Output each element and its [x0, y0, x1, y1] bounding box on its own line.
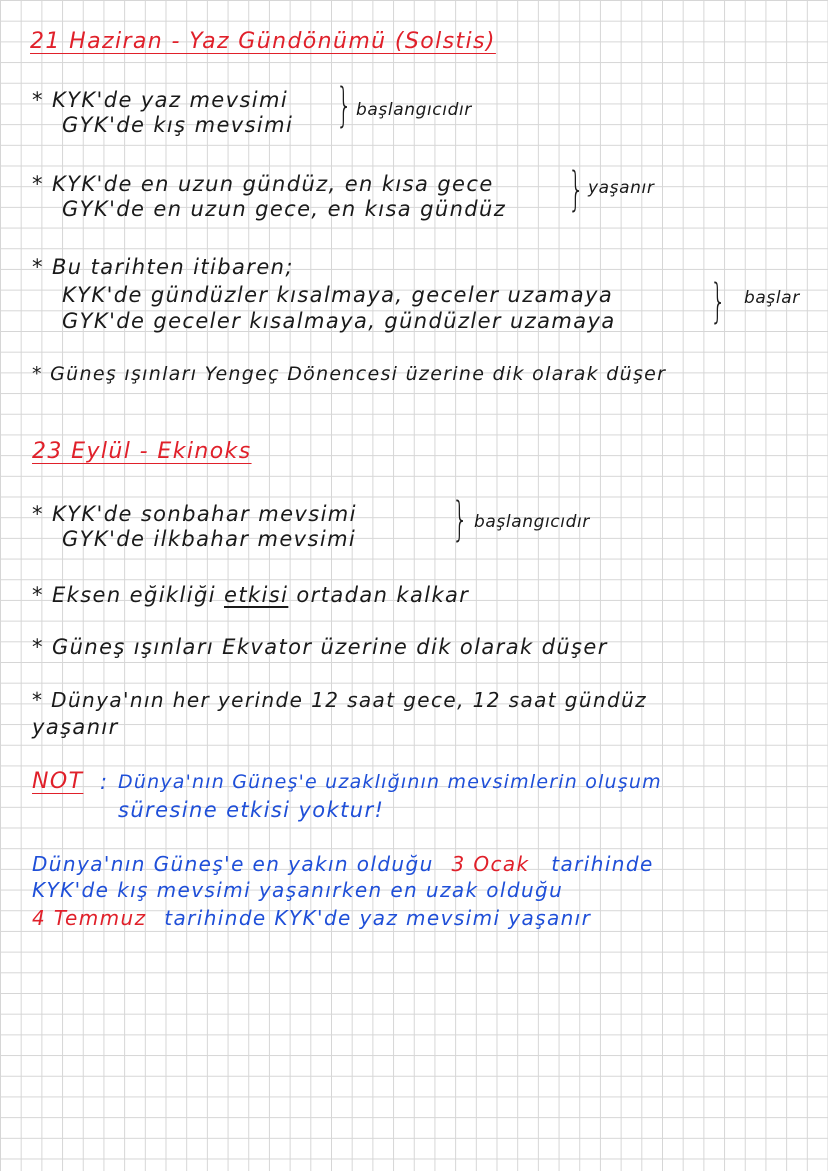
s1-item3-line1: KYK'de gündüzler kısalmaya, geceler uzamaya — [62, 283, 614, 307]
s2-item2 — [32, 583, 469, 607]
s1-item3-intro: * Bu tarihten itibaren; — [32, 255, 294, 279]
note-line1: Dünya'nın Güneş'e uzaklığının mevsimlerin oluşum — [118, 771, 662, 793]
paragraph-line3-blue: tarihinde KYK'de yaz mevsimi yaşanır — [164, 906, 592, 930]
s1-item4: * Güneş ışınları Yengeç Dönencesi üzerine dik olarak düşer — [32, 363, 667, 385]
section2-title: 23 Eylül - Ekinoks — [32, 439, 252, 464]
paragraph-line1-blue: Dünya'nın Güneş'e en yakın olduğu — [32, 852, 434, 876]
brace-mark: } — [336, 78, 353, 132]
s2-item1-line2: GYK'de ilkbahar mevsimi — [62, 527, 357, 551]
note-line2: süresine etkisi yoktur! — [118, 798, 385, 822]
s1-item3-suffix: başlar — [744, 288, 800, 308]
s2-item4-line1: * Dünya'nın her yerinde 12 saat gece, 12 saat gündüz — [32, 688, 648, 712]
s1-item3-line2: GYK'de geceler kısalmaya, gündüzler uzamaya — [62, 309, 616, 333]
s2-item2-prefix: * Eksen eğikliği — [32, 583, 216, 607]
s2-item3: * Güneş ışınları Ekvator üzerine dik olarak düşer — [32, 635, 608, 659]
s2-item2-underlined: etkisi — [224, 583, 289, 607]
s2-item1-line1: * KYK'de sonbahar mevsimi — [32, 502, 357, 526]
paragraph-line1-red: 3 Ocak — [451, 852, 530, 876]
paragraph-line2: KYK'de kış mevsimi yaşanırken en uzak olduğu — [32, 878, 564, 902]
paragraph-line3 — [32, 906, 591, 930]
s1-item1-suffix: başlangıcıdır — [356, 100, 472, 120]
brace-mark: } — [710, 274, 727, 328]
s1-item2-suffix: yaşanır — [588, 178, 655, 198]
s2-item4-line2: yaşanır — [32, 715, 119, 739]
s2-item1-suffix: başlangıcıdır — [474, 512, 590, 532]
note-colon: : — [100, 770, 109, 794]
paragraph-line1-end: tarihinde — [551, 852, 654, 876]
s2-item2-rest: ortadan kalkar — [296, 583, 470, 607]
paragraph-line3-red: 4 Temmuz — [32, 906, 147, 930]
s1-item2-line1: * KYK'de en uzun gündüz, en kısa gece — [32, 172, 494, 196]
section1-title: 21 Haziran - Yaz Gündönümü (Solstis) — [30, 29, 496, 54]
note-label: NOT — [32, 769, 84, 794]
brace-mark: } — [452, 492, 469, 546]
brace-mark: } — [568, 162, 585, 216]
paragraph-line1 — [32, 852, 654, 876]
s1-item1-line2: GYK'de kış mevsimi — [62, 113, 294, 137]
s1-item2-line2: GYK'de en uzun gece, en kısa gündüz — [62, 197, 507, 221]
s1-item1-line1: * KYK'de yaz mevsimi — [32, 88, 289, 112]
